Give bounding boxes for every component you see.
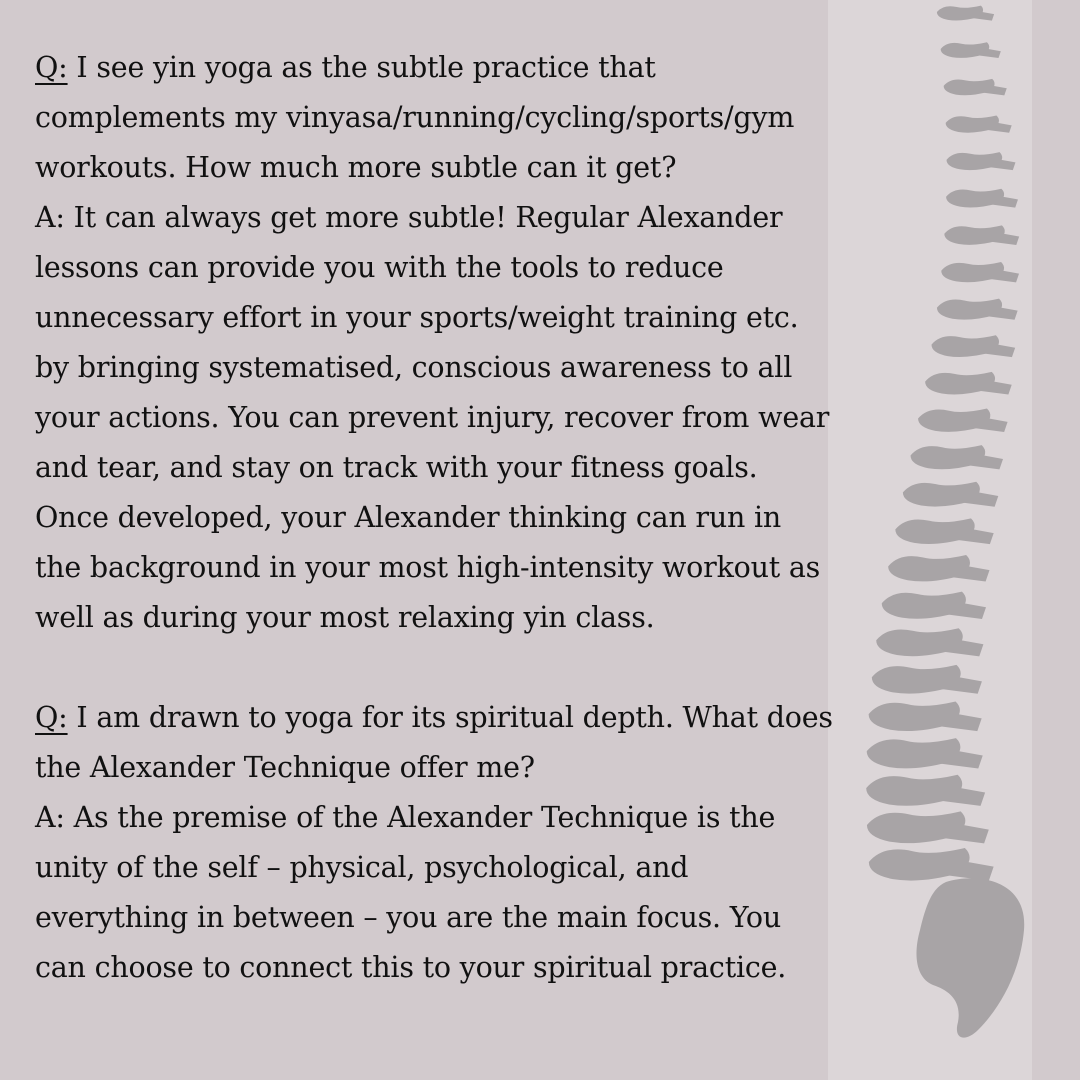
vertebra-shape <box>866 775 985 806</box>
vertebra-shape <box>888 555 989 582</box>
vertebra-shape <box>867 738 983 768</box>
vertebra-shape <box>946 115 1012 132</box>
question-1 <box>35 43 835 193</box>
vertebra-shape <box>944 79 1007 96</box>
vertebra-shape <box>941 42 1001 58</box>
sacrum-shape <box>916 878 1024 1037</box>
faq-list <box>35 43 835 1043</box>
answer-1: A: It can always get more subtle! Regular Alexander lessons can provide you with the tools to reduce unnecessary effort in your sports/weight training etc. by bringing systematised, conscious awareness to all your actions. You can prevent injury, recover from wear and tear, and stay on track with your fitness goals. Once developed, your Alexander thinking can run in the background in your most high-intensity workout as well as during your most relaxing yin class. <box>35 201 830 634</box>
answer-2: A: As the premise of the Alexander Technique is the unity of the self – physical, psychological, and everything in between – you are the main focus. You can choose to connect this to your spiritual practice. <box>35 801 787 984</box>
question-prefix: Q: <box>35 701 68 734</box>
vertebra-shape <box>876 628 983 656</box>
vertebra-shape <box>925 372 1012 395</box>
vertebra-shape <box>882 592 986 619</box>
vertebra-shape <box>918 408 1008 432</box>
vertebra-shape <box>944 225 1019 245</box>
faq-item-1 <box>35 43 835 643</box>
vertebra-shape <box>869 848 994 881</box>
vertebra-shape <box>931 335 1015 357</box>
vertebra-shape <box>872 665 982 694</box>
question-prefix: Q: <box>35 51 68 84</box>
vertebrae-group <box>866 6 1019 881</box>
vertebra-shape <box>911 445 1003 469</box>
vertebra-shape <box>895 518 993 544</box>
question-2 <box>35 693 835 793</box>
vertebra-shape <box>867 811 989 843</box>
vertebra-shape <box>941 262 1019 282</box>
vertebra-shape <box>947 152 1016 170</box>
faq-item-2 <box>35 693 835 993</box>
spine-icon <box>828 0 1080 1080</box>
vertebra-shape <box>937 6 994 21</box>
vertebra-shape <box>937 299 1018 320</box>
vertebra-shape <box>946 189 1018 208</box>
question-text: I am drawn to yoga for its spiritual depth. What does the Alexander Technique offer me? <box>35 701 833 784</box>
question-text: I see yin yoga as the subtle practice that complements my vinyasa/running/cycling/sports/gym workouts. How much more subtle can it get? <box>35 51 795 184</box>
vertebra-shape <box>903 482 998 507</box>
vertebra-shape <box>869 701 982 731</box>
